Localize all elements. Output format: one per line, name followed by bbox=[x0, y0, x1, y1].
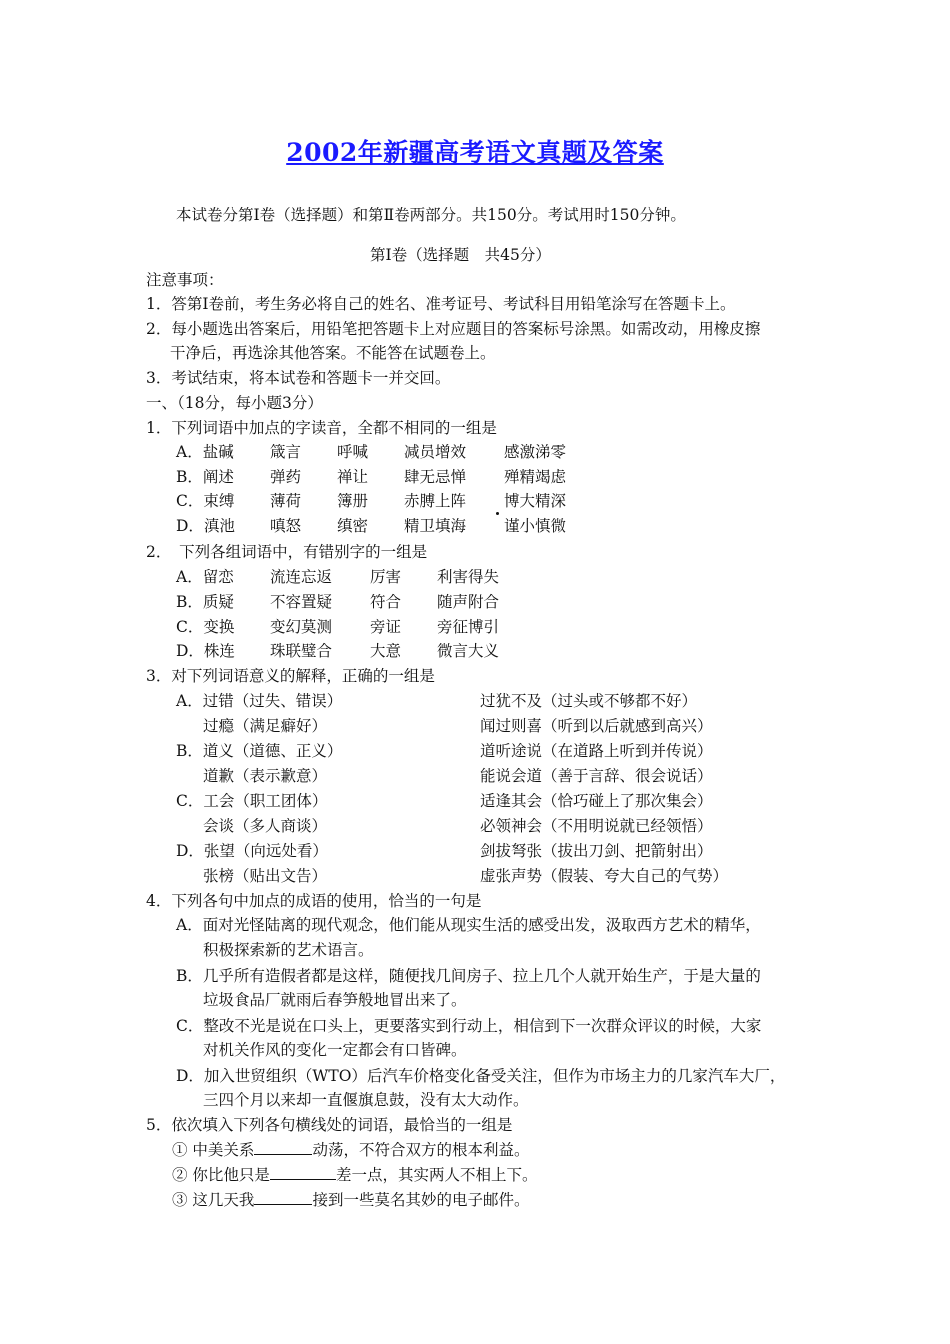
option-word: A．留恋 bbox=[176, 568, 234, 586]
notice-item: 3．考试结束，将本试卷和答题卡一并交回。 bbox=[146, 369, 451, 387]
term-right: 过犹不及（过头或不够都不好） bbox=[480, 692, 698, 710]
option-word: 不容置疑 bbox=[270, 593, 333, 611]
q5-item bbox=[172, 1164, 537, 1186]
q4-option-line: 积极探索新的艺术语言。 bbox=[203, 941, 374, 959]
option-word: 弹药 bbox=[270, 468, 302, 486]
option-word: 随声附合 bbox=[437, 593, 500, 611]
option-word: 博大精深 bbox=[504, 492, 567, 510]
term-left: 过瘾（满足癖好） bbox=[203, 717, 328, 735]
term-left: A．过错（过失、错误） bbox=[176, 692, 343, 710]
fill-blank[interactable] bbox=[254, 1140, 312, 1155]
option-word: 簿册 bbox=[337, 492, 369, 510]
fill-blank[interactable] bbox=[270, 1165, 336, 1180]
q4-option-line: A．面对光怪陆离的现代观念，他们能从现实生活的感受出发，汲取西方艺术的精华， bbox=[176, 916, 761, 934]
option-word: 厉害 bbox=[370, 568, 402, 586]
option-word: 呼喊 bbox=[337, 443, 369, 461]
option-word: 珠联璧合 bbox=[270, 642, 333, 660]
option-word: 符合 bbox=[370, 593, 402, 611]
option-word: 嗔怒 bbox=[270, 517, 302, 535]
option-word: 旁征博引 bbox=[437, 618, 500, 636]
term-left: 会谈（多人商谈） bbox=[203, 817, 328, 835]
q5-item bbox=[172, 1189, 529, 1211]
option-word: 微言大义 bbox=[437, 642, 500, 660]
option-word: 谨小慎微 bbox=[504, 517, 567, 535]
option-word: 流连忘返 bbox=[270, 568, 333, 586]
question-5-stem: 5．依次填入下列各句横线处的词语，最恰当的一组是 bbox=[146, 1116, 513, 1134]
option-word: 减员增效 bbox=[404, 443, 467, 461]
fill-blank[interactable] bbox=[254, 1190, 312, 1205]
q4-option-line: 三四个月以来却一直偃旗息鼓，没有太大动作。 bbox=[203, 1091, 529, 1109]
q4-option-line: 垃圾食品厂就雨后春笋般地冒出来了。 bbox=[203, 991, 467, 1009]
option-word: C．变换 bbox=[176, 618, 235, 636]
q5-item-post: 接到一些莫名其妙的电子邮件。 bbox=[312, 1191, 530, 1209]
section-heading: 一、（18分，每小题3分） bbox=[146, 394, 323, 412]
option-word: B．阐述 bbox=[176, 468, 234, 486]
q4-option-line: 对机关作风的变化一定都会有口皆碑。 bbox=[203, 1041, 467, 1059]
option-word: 箴言 bbox=[270, 443, 302, 461]
notice-item: 干净后，再选涂其他答案。不能答在试题卷上。 bbox=[170, 344, 496, 362]
q4-option-line: B．几乎所有造假者都是这样，随便找几间房子、拉上几个人就开始生产，于是大量的 bbox=[176, 967, 761, 985]
intro-text: 本试卷分第Ⅰ卷（选择题）和第Ⅱ卷两部分。共150分。考试用时150分钟。 bbox=[176, 206, 686, 224]
q5-item-pre: ③ 这几天我 bbox=[172, 1191, 255, 1209]
option-word: A．盐碱 bbox=[176, 443, 234, 461]
option-word: 旁证 bbox=[370, 618, 402, 636]
q5-item bbox=[172, 1139, 529, 1161]
part1-heading: 第Ⅰ卷（选择题 共45分） bbox=[370, 246, 551, 264]
notice-item: 2．每小题选出答案后，用铅笔把答题卡上对应题目的答案标号涂黑。如需改动，用橡皮擦 bbox=[146, 320, 761, 338]
term-left: B．道义（道德、正义） bbox=[176, 742, 343, 760]
term-left: 张榜（贴出文告） bbox=[203, 867, 328, 885]
q5-item-pre: ① 中美关系 bbox=[172, 1141, 255, 1159]
q5-item-pre: ② 你比他只是 bbox=[172, 1166, 270, 1184]
term-right: 适逢其会（恰巧碰上了那次集会） bbox=[480, 792, 713, 810]
option-word: 禅让 bbox=[337, 468, 369, 486]
q4-option-line: D．加入世贸组织（WTO）后汽车价格变化备受关注，但作为市场主力的几家汽车大厂， bbox=[176, 1067, 786, 1085]
option-word: C．束缚 bbox=[176, 492, 235, 510]
option-word: B．质疑 bbox=[176, 593, 234, 611]
question-2-stem: 2． 下列各组词语中，有错别字的一组是 bbox=[146, 543, 428, 561]
term-right: 道听途说（在道路上听到并传说） bbox=[480, 742, 713, 760]
option-word: 缜密 bbox=[337, 517, 369, 535]
option-word: 变幻莫测 bbox=[270, 618, 333, 636]
term-right: 闻过则喜（听到以后就感到高兴） bbox=[480, 717, 713, 735]
emphasis-dot bbox=[496, 512, 499, 515]
option-word: 精卫填海 bbox=[404, 517, 467, 535]
term-right: 能说会道（善于言辞、很会说话） bbox=[480, 767, 713, 785]
question-1-stem: 1．下列词语中加点的字读音，全都不相同的一组是 bbox=[146, 419, 497, 437]
q5-item-post: 动荡，不符合双方的根本利益。 bbox=[312, 1141, 530, 1159]
term-left: C．工会（职工团体） bbox=[176, 792, 328, 810]
notice-label: 注意事项： bbox=[146, 271, 224, 289]
notice-item: 1．答第Ⅰ卷前，考生务必将自己的姓名、准考证号、考试科目用铅笔涂写在答题卡上。 bbox=[146, 295, 736, 313]
question-3-stem: 3．对下列词语意义的解释，正确的一组是 bbox=[146, 667, 435, 685]
term-right: 必领神会（不用明说就已经领悟） bbox=[480, 817, 713, 835]
q4-option-line: C．整改不光是说在口头上，更要落实到行动上，相信到下一次群众评议的时候，大家 bbox=[176, 1017, 762, 1035]
option-word: 赤膊上阵 bbox=[404, 492, 467, 510]
term-left: D．张望（向远处看） bbox=[176, 842, 328, 860]
term-right: 虚张声势（假装、夸大自己的气势） bbox=[480, 867, 729, 885]
q5-item-post: 差一点，其实两人不相上下。 bbox=[335, 1166, 538, 1184]
term-left: 道歉（表示歉意） bbox=[203, 767, 328, 785]
option-word: 肆无忌惮 bbox=[404, 468, 467, 486]
option-word: D．滇池 bbox=[176, 517, 235, 535]
term-right: 剑拔弩张（拔出刀剑、把箭射出） bbox=[480, 842, 713, 860]
question-4-stem: 4．下列各句中加点的成语的使用，恰当的一句是 bbox=[146, 892, 482, 910]
option-word: 感激涕零 bbox=[504, 443, 567, 461]
option-word: 殚精竭虑 bbox=[504, 468, 567, 486]
option-word: 薄荷 bbox=[270, 492, 302, 510]
option-word: D．株连 bbox=[176, 642, 235, 660]
page-title[interactable]: 2002年新疆高考语文真题及答案 bbox=[286, 138, 664, 167]
option-word: 利害得失 bbox=[437, 568, 500, 586]
option-word: 大意 bbox=[370, 642, 402, 660]
